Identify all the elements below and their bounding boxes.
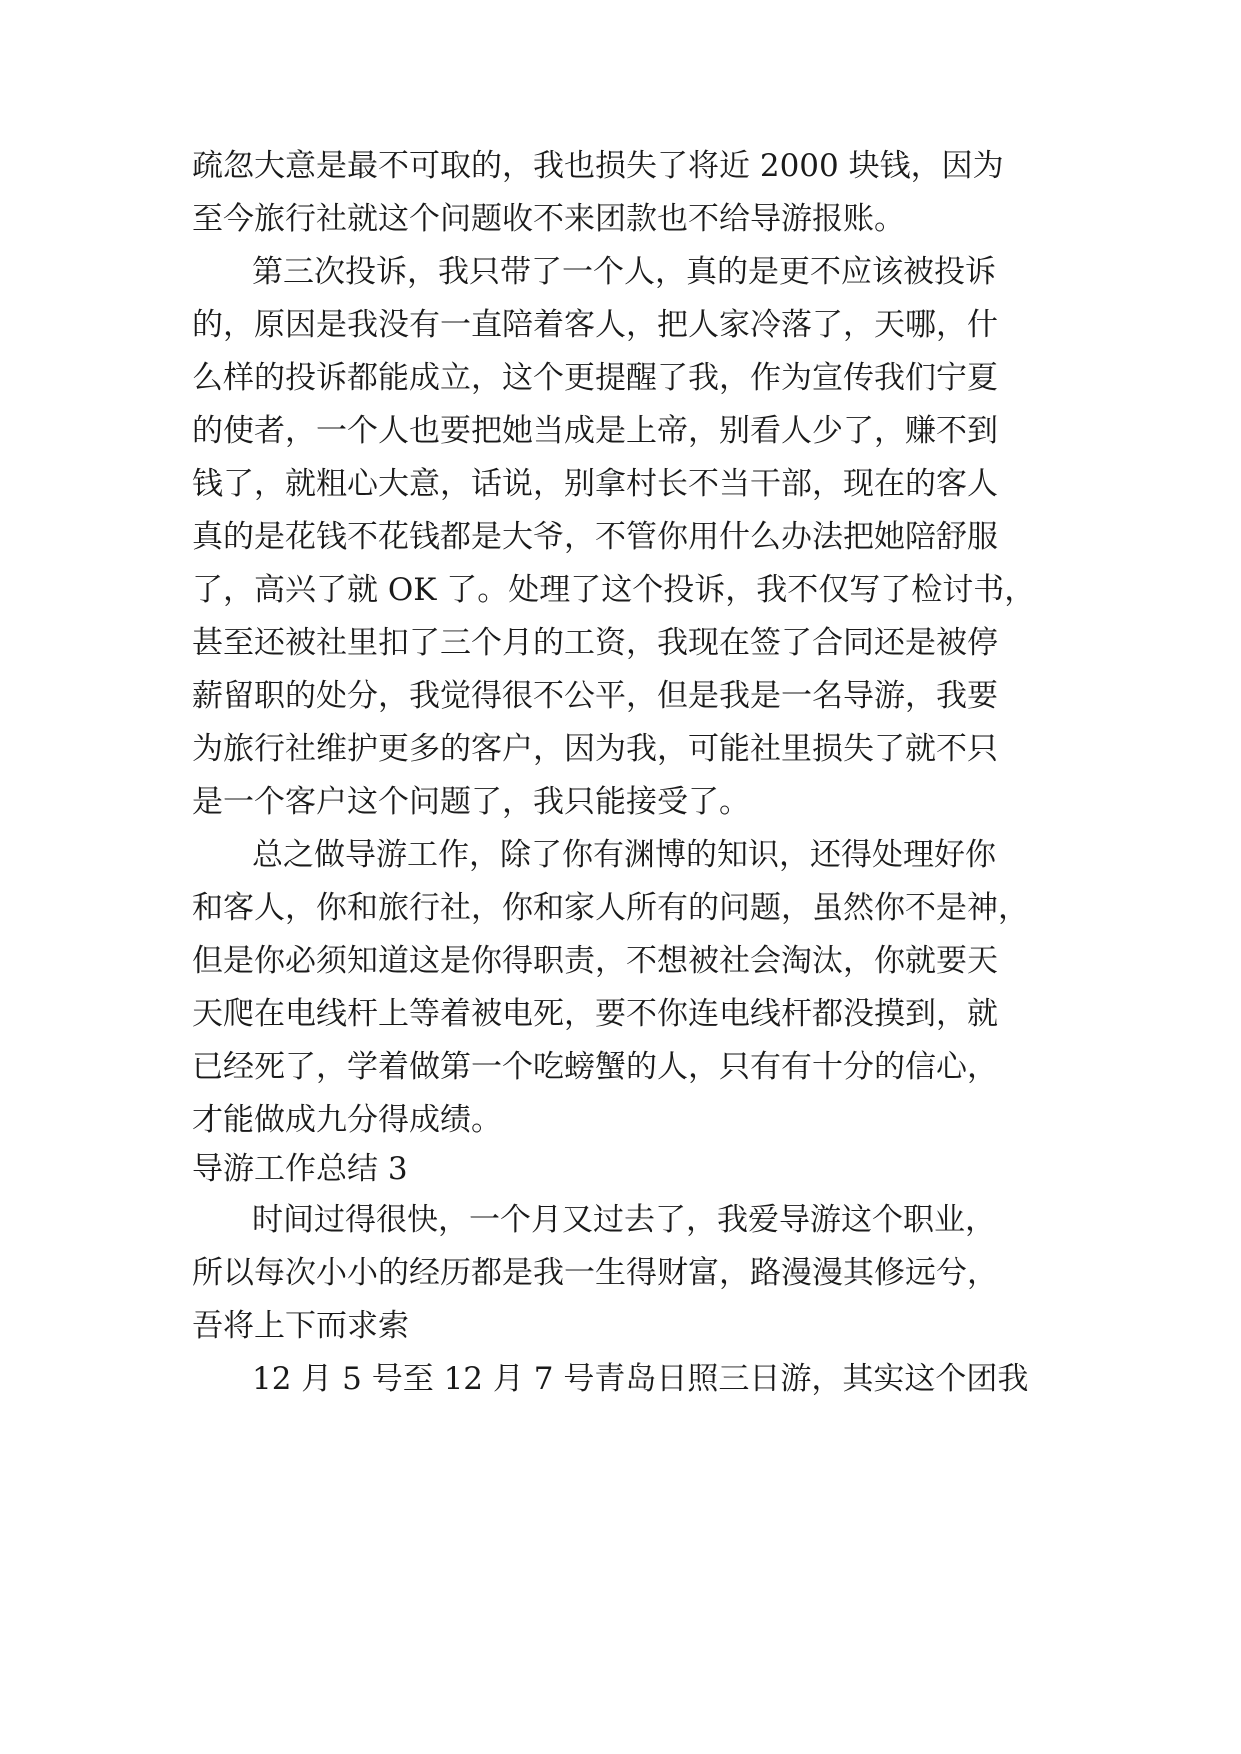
text-line: 么样的投诉都能成立，这个更提醒了我，作为宣传我们宁夏 xyxy=(192,360,998,396)
text-line: 的使者，一个人也要把她当成是上帝，别看人少了，赚不到 xyxy=(192,413,998,449)
text-line: 甚至还被社里扣了三个月的工资，我现在签了合同还是被停 xyxy=(192,625,998,661)
text-line: 但是你必须知道这是你得职责，不想被社会淘汰，你就要天 xyxy=(192,943,998,979)
text-line: 薪留职的处分，我觉得很不公平，但是我是一名导游，我要 xyxy=(192,678,998,714)
paragraph-start-line: 第三次投诉，我只带了一个人，真的是更不应该被投诉 xyxy=(252,254,996,290)
text-line: 和客人，你和旅行社，你和家人所有的问题，虽然你不是神， xyxy=(192,890,1029,926)
text-line: 钱了，就粗心大意，话说，别拿村长不当干部，现在的客人 xyxy=(192,466,998,502)
text-line: 是一个客户这个问题了，我只能接受了。 xyxy=(192,784,750,820)
text-line: 为旅行社维护更多的客户，因为我，可能社里损失了就不只 xyxy=(192,731,998,767)
text-line: 已经死了，学着做第一个吃螃蟹的人，只有有十分的信心， xyxy=(192,1049,998,1085)
paragraph-start-line: 时间过得很快，一个月又过去了，我爱导游这个职业， xyxy=(252,1202,996,1238)
paragraph-start-line: 12 月 5 号至 12 月 7 号青岛日照三日游，其实这个团我 xyxy=(252,1361,1029,1397)
text-line: 了，高兴了就 OK 了。处理了这个投诉，我不仅写了检讨书， xyxy=(192,572,1036,608)
text-line: 才能做成九分得成绩。 xyxy=(192,1102,502,1138)
text-line: 疏忽大意是最不可取的，我也损失了将近 2000 块钱，因为 xyxy=(192,148,1004,184)
section-heading: 导游工作总结 3 xyxy=(192,1151,408,1187)
text-line: 吾将上下而求索 xyxy=(192,1308,409,1344)
text-line: 至今旅行社就这个问题收不来团款也不给导游报账。 xyxy=(192,201,905,237)
text-line: 天爬在电线杆上等着被电死，要不你连电线杆都没摸到，就 xyxy=(192,996,998,1032)
paragraph-start-line: 总之做导游工作，除了你有渊博的知识，还得处理好你 xyxy=(252,837,996,873)
text-line: 真的是花钱不花钱都是大爷，不管你用什么办法把她陪舒服 xyxy=(192,519,998,555)
text-line: 所以每次小小的经历都是我一生得财富，路漫漫其修远兮， xyxy=(192,1255,998,1291)
text-line: 的，原因是我没有一直陪着客人，把人家冷落了，天哪，什 xyxy=(192,307,998,343)
